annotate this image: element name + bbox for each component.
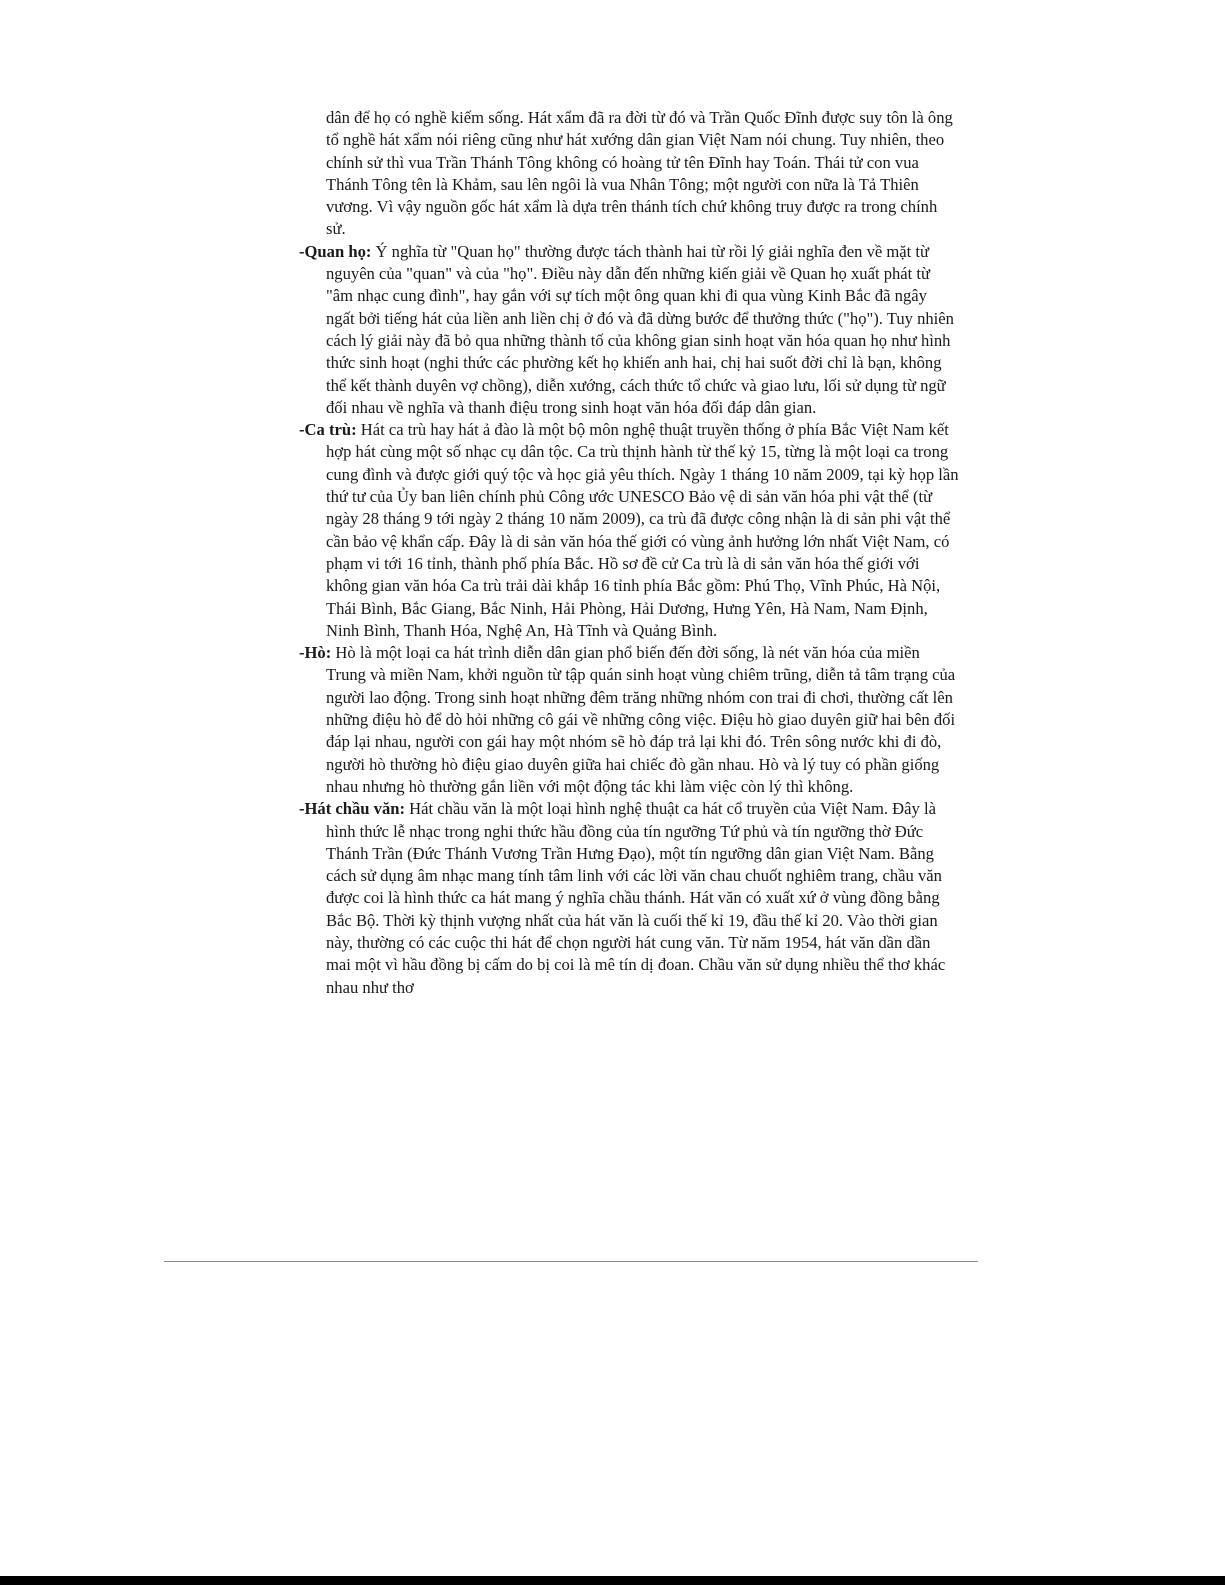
entry-term-hat-chau-van: -Hát chầu văn: bbox=[299, 799, 406, 819]
entry-ho bbox=[299, 642, 959, 798]
entry-hat-chau-van bbox=[299, 798, 959, 999]
entry-text-ho: Hò là một loại ca hát trình diễn dân gian phổ biến đến đời sống, là nét văn hóa của miền Trung và miền Nam, khởi nguồn từ tập quán sinh hoạt vùng chiêm trũng, diễn tả tâm trạng của người lao động. Trong sinh hoạt những đêm trăng những nhóm con trai đi chơi, thường cất lên những điệu hò để dò hỏi những cô gái về những công việc. Điệu hò giao duyên giữ hai bên đối đáp lại nhau, người con gái hay một nhóm sẽ hò đáp trả lại khi đó. Trên sông nước khi đi đò, người hò thường hò điệu giao duyên giữa hai chiếc đò gần nhau. Hò và lý tuy có phần giống nhau nhưng hò thường gắn liền với một động tác khi làm việc còn lý thì không. bbox=[326, 643, 956, 796]
bottom-edge-bar bbox=[0, 1576, 1225, 1585]
entry-term-ho: -Hò: bbox=[299, 643, 332, 663]
entry-text-quan-ho: Ý nghĩa từ "Quan họ" thường được tách thành hai từ rồi lý giải nghĩa đen về mặt từ nguyên của "quan" và của "họ". Điều này dẫn đến những kiến giải về Quan họ xuất phát từ "âm nhạc cung đình", hay gắn với sự tích một ông quan khi đi qua vùng Kinh Bắc đã ngây ngất bởi tiếng hát của liền anh liền chị ở đó và đã dừng bước để thưởng thức ("họ"). Tuy nhiên cách lý giải này đã bỏ qua những thành tố của không gian sinh hoạt văn hóa quan họ như hình thức sinh hoạt (nghi thức các phường kết họ khiến anh hai, chị hai suốt đời chỉ là bạn, không thể kết thành duyên vợ chồng), diễn xướng, cách thức tổ chức và giao lưu, lối sử dụng từ ngữ đối nhau về nghĩa và thanh điệu trong sinh hoạt văn hóa đối đáp dân gian. bbox=[326, 241, 954, 417]
page-divider bbox=[164, 1261, 978, 1262]
intro-paragraph bbox=[299, 107, 959, 241]
entry-term-quan-ho: -Quan họ: bbox=[299, 241, 372, 261]
intro-paragraph-text: dân để họ có nghề kiếm sống. Hát xẩm đã ra đời từ đó và Trần Quốc Đĩnh được suy tôn là ông tổ nghề hát xẩm nói riêng cũng như hát xướng dân gian Việt Nam nói chung. Tuy nhiên, theo chính sử thì vua Trần Thánh Tông không có hoàng tử tên Đĩnh hay Toán. Thái tử con vua Thánh Tông tên là Khảm, sau lên ngôi là vua Nhân Tông; một người con nữa là Tả Thiên vương. Vì vậy nguồn gốc hát xẩm là dựa trên thánh tích chứ không truy được ra trong chính sử. bbox=[326, 108, 953, 239]
entry-text-ca-tru: Hát ca trù hay hát ả đào là một bộ môn nghệ thuật truyền thống ở phía Bắc Việt Nam kết hợp hát cùng một số nhạc cụ dân tộc. Ca trù thịnh hành từ thế kỷ 15, từng là một loại ca trong cung đình và được giới quý tộc và học giả yêu thích. Ngày 1 tháng 10 năm 2009, tại kỳ họp lần thứ tư của Ủy ban liên chính phủ Công ước UNESCO Bảo vệ di sản văn hóa phi vật thể (từ ngày 28 tháng 9 tới ngày 2 tháng 10 năm 2009), ca trù đã được công nhận là di sản phi vật thể cần bảo vệ khẩn cấp. Đây là di sản văn hóa thế giới có vùng ảnh hưởng lớn nhất Việt Nam, có phạm vi tới 16 tỉnh, thành phố phía Bắc. Hồ sơ đề cử Ca trù là di sản văn hóa thế giới với không gian văn hóa Ca trù trải dài khắp 16 tỉnh phía Bắc gồm: Phú Thọ, Vĩnh Phúc, Hà Nội, Thái Bình, Bắc Giang, Bắc Ninh, Hải Phòng, Hải Dương, Hưng Yên, Hà Nam, Nam Định, Ninh Bình, Thanh Hóa, Nghệ An, Hà Tĩnh và Quảng Bình. bbox=[326, 420, 959, 640]
entry-quan-ho bbox=[299, 241, 959, 419]
entry-term-ca-tru: -Ca trù: bbox=[299, 420, 357, 440]
document-body bbox=[299, 107, 959, 999]
entry-ca-tru bbox=[299, 419, 959, 642]
entry-text-hat-chau-van: Hát chầu văn là một loại hình nghệ thuật ca hát cổ truyền của Việt Nam. Đây là hình thức lễ nhạc trong nghi thức hầu đồng của tín ngưỡng Tứ phủ và tín ngưỡng thờ Đức Thánh Trần (Đức Thánh Vương Trần Hưng Đạo), một tín ngưỡng dân gian Việt Nam. Bằng cách sử dụng âm nhạc mang tính tâm linh với các lời văn chau chuốt nghiêm trang, chầu văn được coi là hình thức ca hát mang ý nghĩa chầu thánh. Hát văn có xuất xứ ở vùng đồng bằng Bắc Bộ. Thời kỳ thịnh vượng nhất của hát văn là cuối thế kỉ 19, đầu thế kỉ 20. Vào thời gian này, thường có các cuộc thi hát để chọn người hát cung văn. Từ năm 1954, hát văn dần dần mai một vì hầu đồng bị cấm do bị coi là mê tín dị đoan. Chầu văn sử dụng nhiều thể thơ khác nhau như thơ bbox=[326, 799, 946, 997]
